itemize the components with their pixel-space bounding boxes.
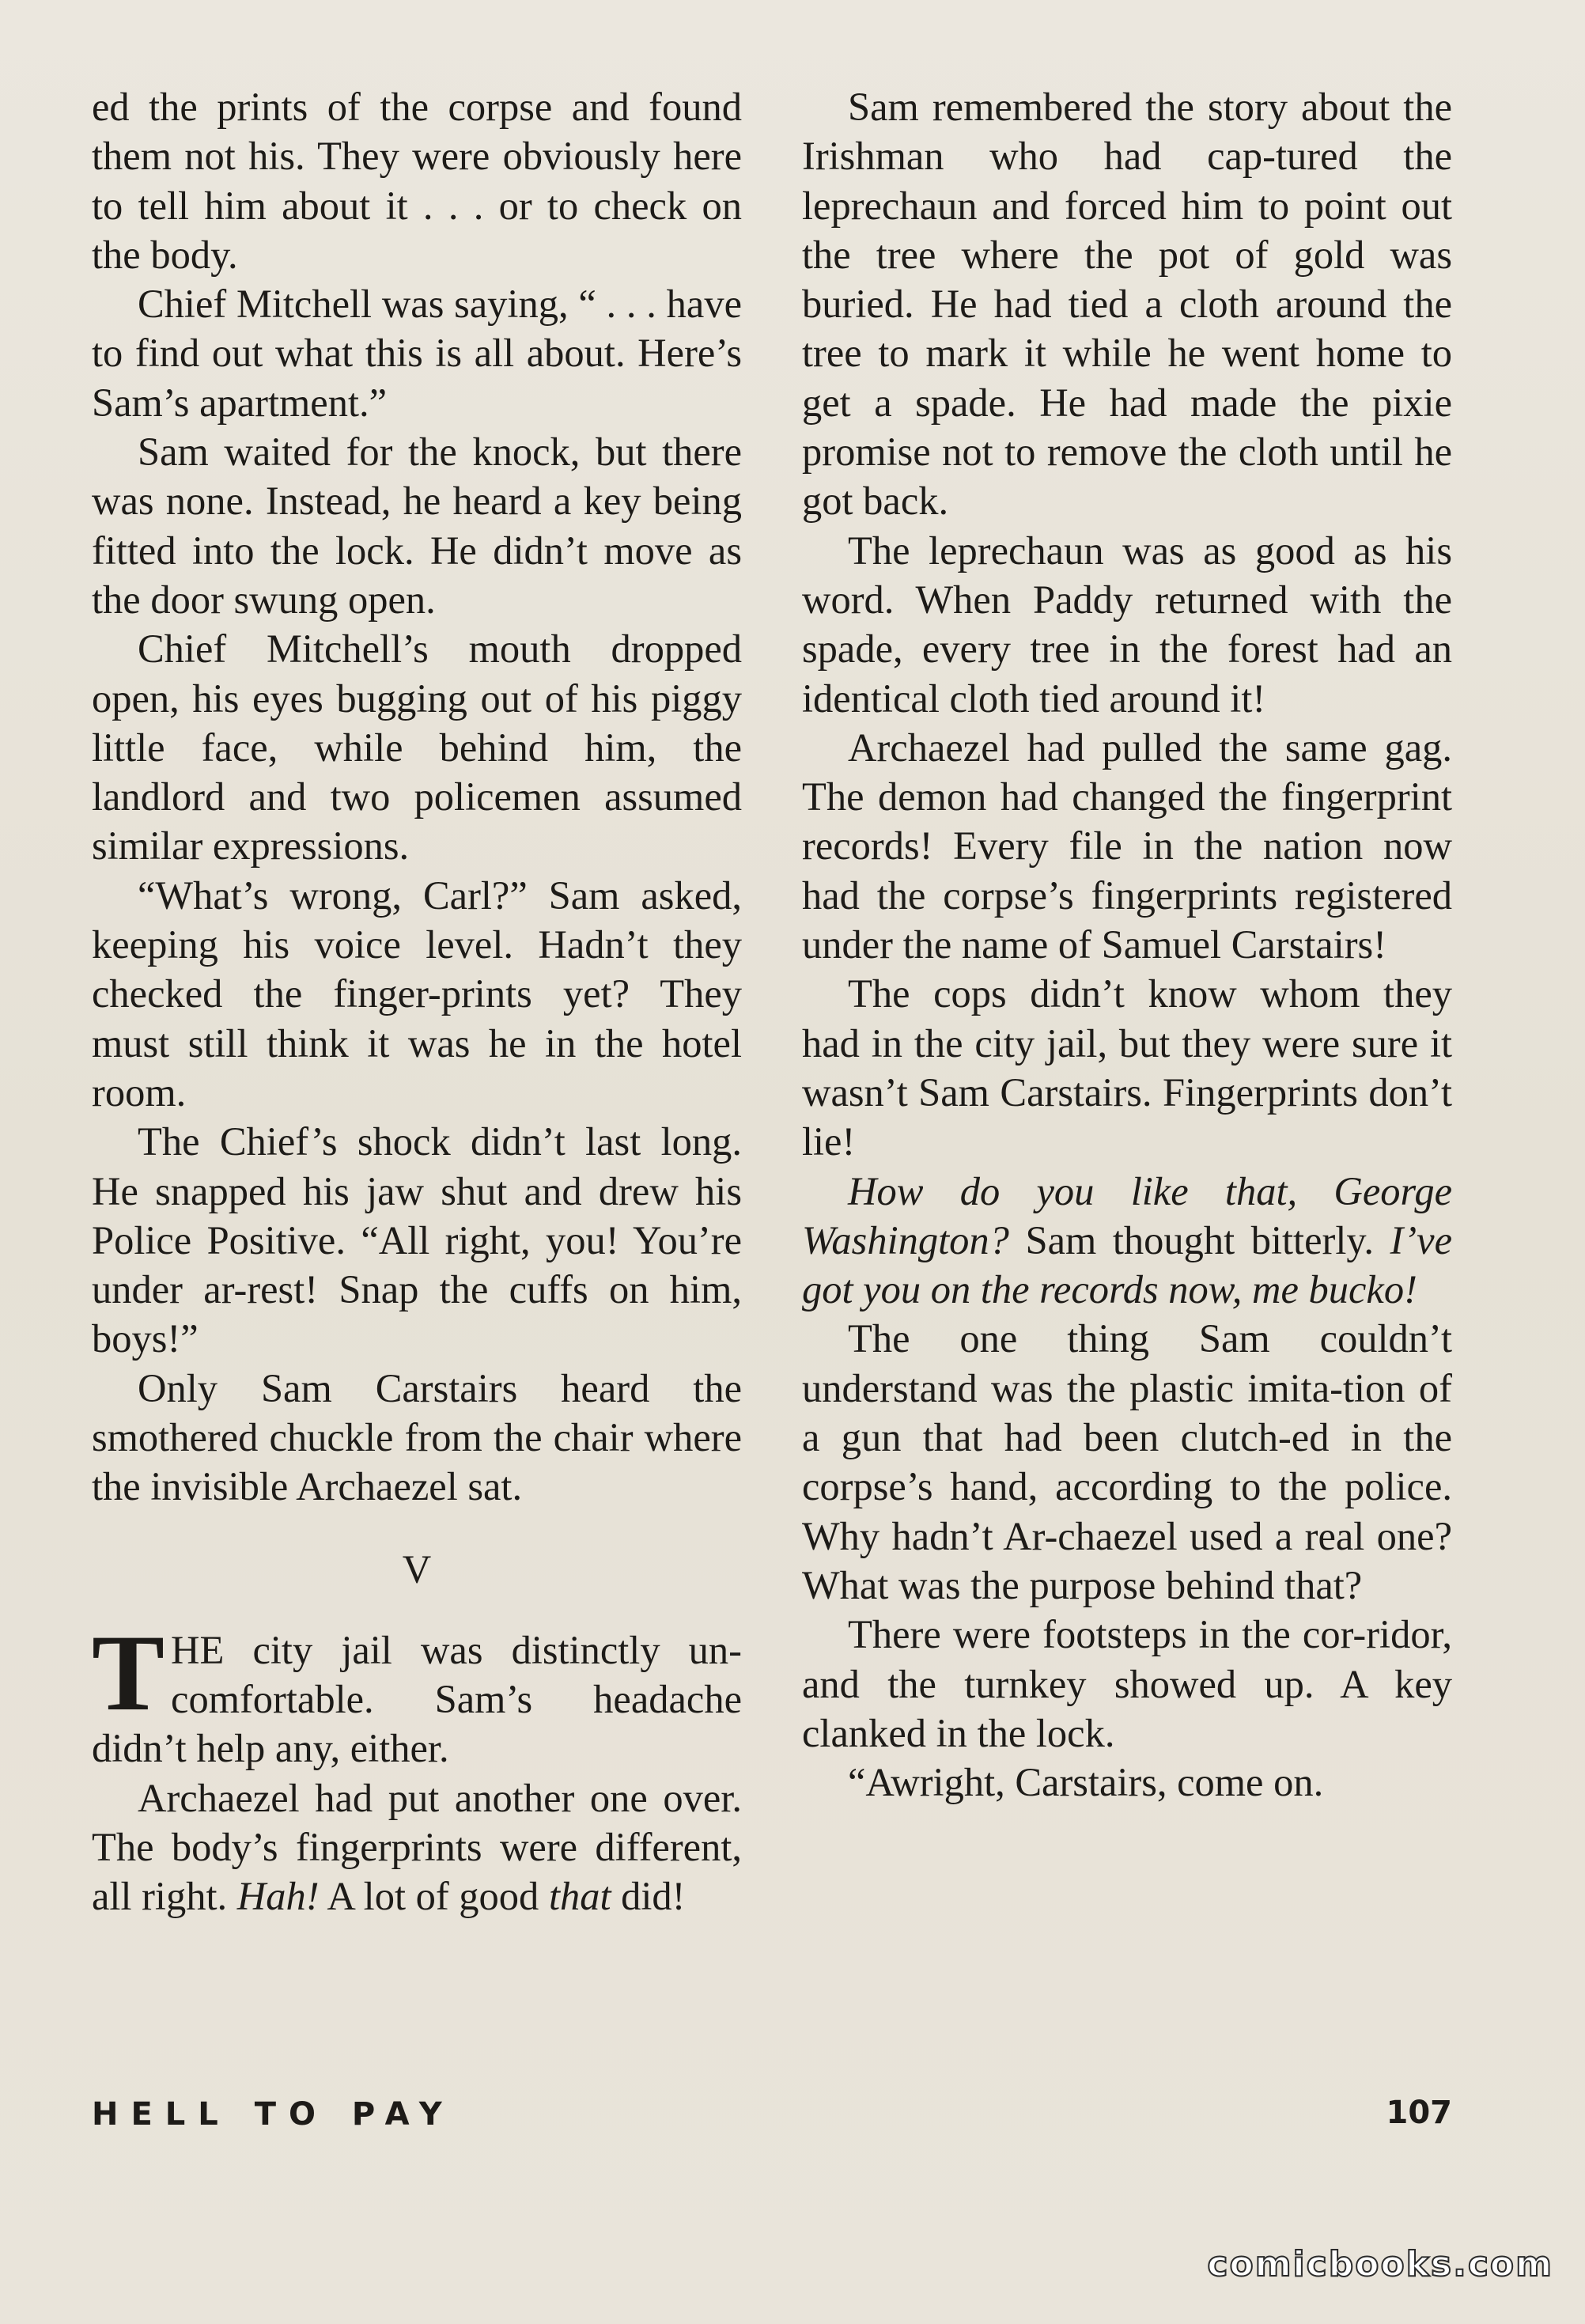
running-footer-title: HELL TO PAY [92,2096,455,2133]
paragraph: Only Sam Carstairs heard the smothered chuckle from the chair where the invisible Archaezel sat. [92,1365,742,1509]
paragraph: “Awright, Carstairs, come on. [848,1760,1324,1805]
right-column [802,82,1452,1807]
paragraph: Chief Mitchell was saying, “ . . . have to find out what this is all about. Here’s Sam’s apartment.” [92,282,742,425]
left-column [92,82,742,1921]
paragraph: The leprechaun was as good as his word. When Paddy returned with the spade, every tree in the forest had an identical cloth tied around it! [802,528,1452,721]
italic-text: that [548,1874,611,1919]
watermark-logo: comicbooks.com [1207,2244,1553,2284]
section-number: V [402,1546,432,1592]
italic-text: I’ve got you on the records now, me bucko! [802,1217,1452,1312]
paragraph: “What’s wrong, Carl?” Sam asked, keeping his voice level. Hadn’t they checked the finger-prints yet? They must still think it was he in the hotel room. [92,872,742,1115]
paragraph: The cops didn’t know whom they had in the city jail, but they were sure it wasn’t Sam Carstairs. Fingerprints don’t lie! [802,971,1452,1164]
italic-text: Hah! [236,1874,320,1919]
paragraph: Sam waited for the knock, but there was none. Instead, he heard a key being fitted into the lock. He didn’t move as the door swung open. [92,430,742,622]
paragraph [802,1167,1452,1315]
paragraph-text: HE city jail was distinctly un-comfortable. Sam’s headache didn’t help any, either. [92,1627,742,1771]
paragraph: The one thing Sam couldn’t understand was the plastic imita-tion of a gun that had been clutch-ed in the corpse’s hand, according to the police. Why hadn’t Ar-chaezel used a real one? What was the purpose behind that? [802,1316,1452,1607]
paragraph: There were footsteps in the cor-ridor, and the turnkey showed up. A key clanked in the lock. [802,1612,1452,1755]
paragraph [92,1773,742,1921]
paragraph: Chief Mitchell’s mouth dropped open, his eyes bugging out of his piggy little face, while behind him, the landlord and two policemen assumed similar expressions. [92,626,742,869]
paragraph: Sam remembered the story about the Irishman who had cap-tured the leprechaun and forced him to point out the tree where the pot of gold was buried. He had tied a cloth around the tree to mark it while he went home to get a spade. He had made the pixie promise not to remove the cloth until he got back. [802,85,1452,524]
page-number: 107 [1386,2095,1452,2131]
text-run: did! [611,1874,686,1919]
paragraph-dropcap [92,1611,742,1773]
text-run: Archaezel had put another one over. The body’s fingerprints were different, all right. [92,1775,742,1919]
italic-text: How do you like that, George Washington? [802,1168,1452,1262]
text-run: A lot of good [319,1874,549,1919]
text-run: Sam thought bitterly. [1008,1217,1390,1262]
drop-cap: T [92,1611,165,1733]
paragraph: Archaezel had pulled the same gag. The demon had changed the fingerprint records! Every file in the nation now had the corpse’s fingerprints registered under the name of Samuel Carstairs! [802,725,1452,967]
paragraph: ed the prints of the corpse and found them not his. They were obviously here to tell him about it . . . or to check on the body. [92,85,742,277]
paragraph: The Chief’s shock didn’t last long. He snapped his jaw shut and drew his Police Positive. “All right, you! You’re under ar-rest! Snap the cuffs on him, boys!” [92,1119,742,1361]
